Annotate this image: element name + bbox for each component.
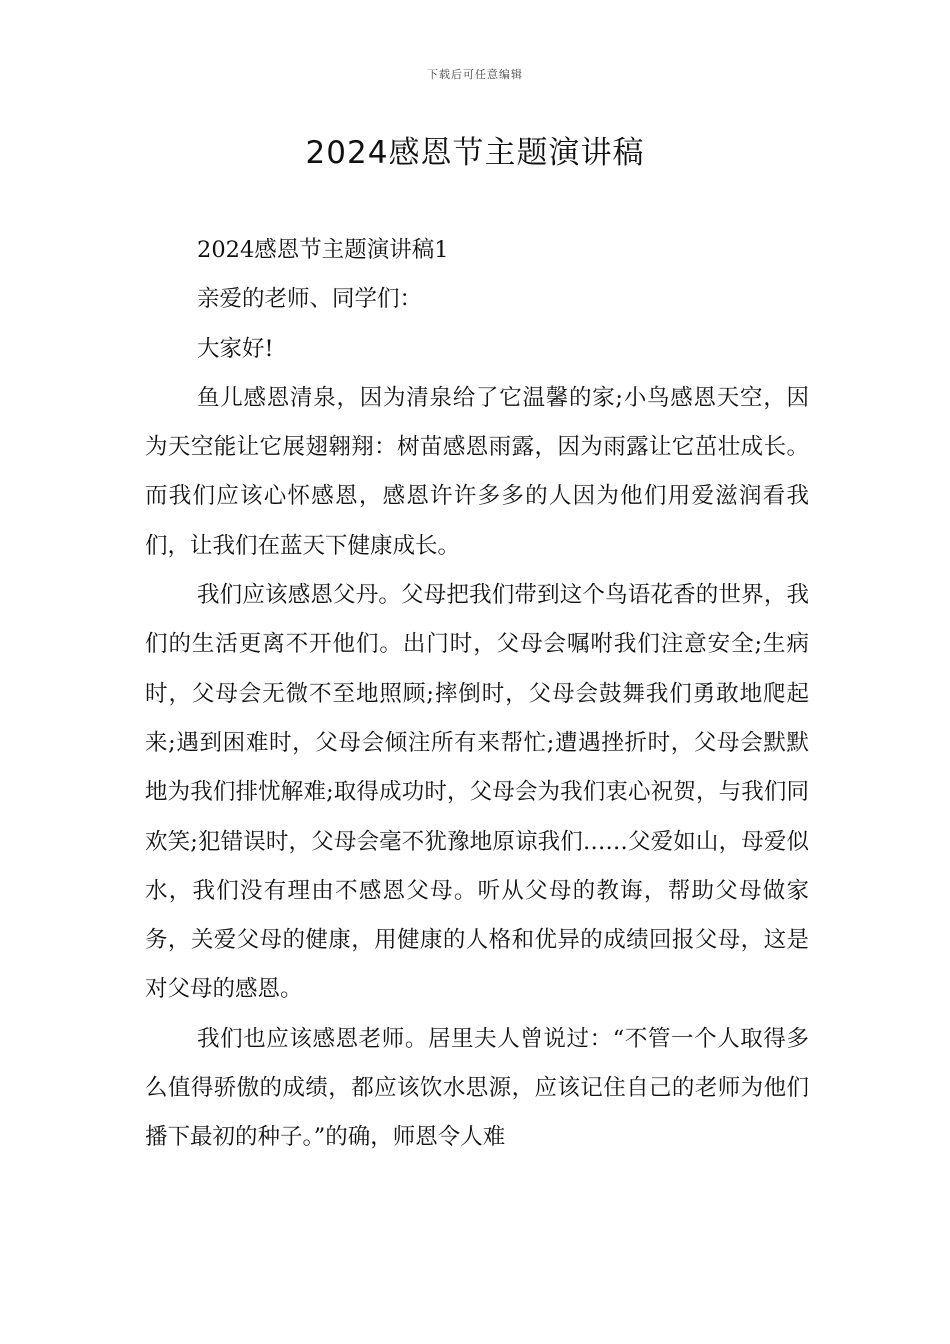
document-title: 2024感恩节主题演讲稿 xyxy=(305,135,645,171)
header-note: 下载后可任意编辑 xyxy=(427,68,523,81)
paragraph-gratitude-teachers: 我们也应该感恩老师。居里夫人曾说过：“不管一个人取得多么值得骄傲的成绩，都应该饮水思源，应该记住自己的老师为他们播下最初的种子。”的确，师恩令人难 xyxy=(145,1025,809,1151)
paragraph-gratitude-intro: 鱼儿感恩清泉，因为清泉给了它温馨的家;小鸟感恩天空，因为天空能让它展翅翱翔：树苗感恩雨露，因为雨露让它茁壮成长。而我们应该心怀感恩，感恩许许多多的人因为他们用爱滋润看我们，让我们在蓝天下健康成长。 xyxy=(145,384,809,559)
greeting: 大家好! xyxy=(197,335,274,362)
salutation: 亲爱的老师、同学们： xyxy=(197,286,423,313)
document-body xyxy=(145,226,809,1163)
paragraph-gratitude-parents: 我们应该感恩父丹。父母把我们带到这个鸟语花香的世界，我们的生活更离不开他们。出门时，父母会嘱咐我们注意安全;生病时，父母会无微不至地照顾;摔倒时，父母会鼓舞我们勇敢地爬起来;遇到困难时，父母会倾注所有来帮忙;遭遇挫折时，父母会默默地为我们排忧解难;取得成功时，父母会为我们衷心祝贺，与我们同欢笑;犯错误时，父母会毫不犹豫地原谅我们……父爱如山，母爱似水，我们没有理由不感恩父母。听从父母的教诲，帮助父母做家务，关爱父母的健康，用健康的人格和优异的成绩回报父母，这是对父母的感恩。 xyxy=(145,582,809,1003)
speech-subtitle: 2024感恩节主题演讲稿1 xyxy=(197,237,449,263)
